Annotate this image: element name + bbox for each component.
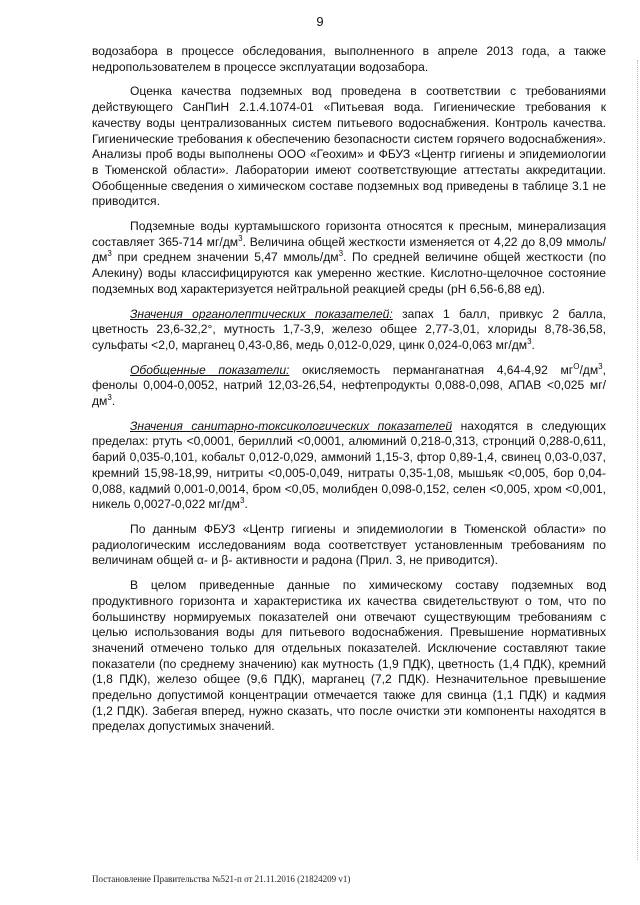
- superscript: O: [573, 361, 580, 371]
- text-run: .: [531, 337, 535, 352]
- text-run: .: [244, 497, 248, 512]
- superscript: 3: [107, 393, 112, 403]
- paragraph-p7: [92, 522, 606, 569]
- superscript: 3: [240, 496, 245, 506]
- document-body: [92, 44, 606, 744]
- text-run: .: [111, 394, 116, 409]
- section-heading-phrase: Значения органолептических показателей:: [130, 306, 393, 321]
- page-number: 9: [316, 14, 324, 29]
- text-run: /дм: [579, 362, 599, 377]
- text-run: , фенолы 0,004-0,0052, натрий 12,03-26,54, нефтепродукты 0,088-0,098, АПАВ <0,025 мг/дм: [92, 362, 606, 409]
- text-run: В целом приведенные данные по химическому составу подземных вод продуктивного горизонта и характеристика их качества свидетельствуют о том, что по большинству нормируемых показателей они отвечают существующим требованиям с целью использования воды для питьевого водоснабжения. Превышение нормативных значений отмечено только для отдельных показателей. Исключение составляют такие показатели (по среднему значению) как мутность (1,9 ПДК), цветность (1,4 ПДК), кремний (1,8 ПДК), железо общее (9,6 ПДК), марганец (7,2 ПДК). Незначительное превышение предельно допустимой концентрации отмечается также для свинца (1,1 ПДК) и кадмия (1,2 ПДК). Забегая вперед, нужно сказать, что после очистки эти компоненты находятся в пределах допустимых значений.: [92, 578, 606, 734]
- paragraph-p4: [92, 307, 606, 354]
- superscript: 3: [238, 233, 243, 243]
- paragraph-p5: [92, 363, 606, 410]
- text-run: . Величина общей жесткости изменяется от 4,22 до 8,09 ммоль/дм: [92, 234, 606, 265]
- text-run: находятся в следующих пределах: ртуть <0,0001, бериллий <0,0001, алюминий 0,218-0,313, стронций 0,288-0,611, барий 0,035-0,101, кобальт 0,012-0,029, аммоний 1,15-3, фтор 0,89-1,4, свинец 0,03-0,037, кремний 15,98-18,99, нитриты <0,005-0,049, нитраты 0,35-1,08, мышьяк <0,005, бор 0,04-0,088, кадмий 0,001-0,0014, бром <0,05, молибден 0,098-0,152, селен <0,005, хром <0,001, никель 0,0027-0,022 мг/дм: [92, 418, 607, 512]
- paragraph-p2: [92, 84, 606, 210]
- text-run: . По средней величине общей жесткости (по Алекину) воды классифицируются как умеренно жесткие. Кислотно-щелочное состояние подземных вод характеризуется нейтральной реакцией среды (pH 6,56-6,88 ед).: [92, 250, 606, 296]
- superscript: 3: [338, 249, 344, 259]
- superscript: 3: [107, 249, 112, 259]
- text-run: при среднем значении 5,47 ммоль/дм: [111, 250, 339, 265]
- paragraph-p8: [92, 578, 606, 735]
- text-run: водозабора в процессе обследования, выполненного в апреле 2013 года, а также недропользователем в процессе эксплуатации водозабора.: [92, 44, 606, 74]
- superscript: 3: [527, 336, 532, 346]
- paragraph-p1: [92, 44, 606, 75]
- page-edge-mark: [629, 60, 638, 860]
- text-run: запах 1 балл, привкус 2 балла, цветность 23,6-32,2°, мутность 1,7-3,9, железо общее 2,77-3,01, хлориды 8,78-36,58, сульфаты <2,0, марганец 0,43-0,86, медь 0,012-0,029, цинк 0,024-0,063 мг/дм: [92, 306, 606, 352]
- paragraph-p3: [92, 219, 606, 298]
- section-heading-phrase: Обобщенные показатели:: [130, 362, 290, 377]
- superscript: 3: [598, 361, 603, 371]
- section-heading-phrase: Значения санитарно-токсикологических показателей: [130, 418, 453, 433]
- text-run: Оценка качества подземных вод проведена в соответствии с требованиями действующего СанПиН 2.1.4.1074-01 «Питьевая вода. Гигиенические требования к качеству воды централизованных систем питьевого водоснабжения. Контроль качества. Гигиенические требования к обеспечению безопасности систем горячего водоснабжения». Анализы проб воды выполнены ООО «Геохим» и ФБУЗ «Центр гигиены и эпидемиологии в Тюменской области». Лаборатории имеют соответствующие аттестаты аккредитации. Обобщенные сведения о химическом составе подземных вод приведены в таблице 3.1 не приводится.: [92, 84, 606, 209]
- text-run: Подземные воды куртамышского горизонта относятся к пресным, минерализация составляет 365-714 мг/дм: [92, 219, 606, 249]
- footer-note: Постановление Правительства №521-п от 21.11.2016 (21824209 v1): [92, 874, 351, 884]
- paragraph-p6: [92, 419, 606, 513]
- text-run: окисляемость перманганатная 4,64-4,92 мг: [289, 362, 574, 377]
- text-run: По данным ФБУЗ «Центр гигиены и эпидемиологии в Тюменской области» по радиологическим исследованиям вода соответствует установленным требованиям по величинам общей α- и β- активности и радона (Прил. 3, не приводится).: [92, 521, 606, 568]
